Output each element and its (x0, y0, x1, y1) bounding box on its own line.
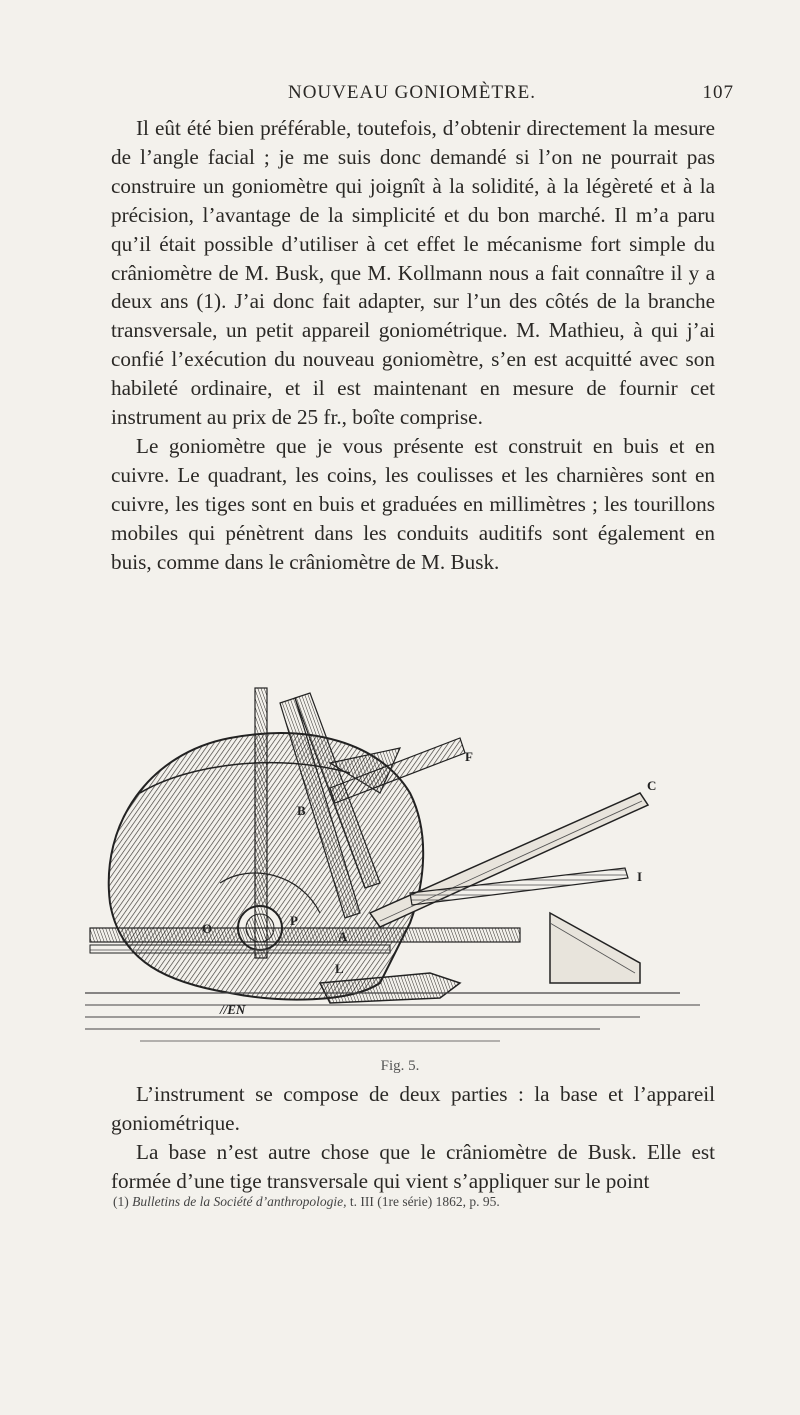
paragraph-2: Le goniomètre que je vous présente est construit en buis et en cuivre. Le quadrant, les coins, les coulisses et les charnières sont en cuivre, les tiges sont en buis et graduées en millimètres ; les tourillons mobiles qui pénètrent dans les conduits auditifs sont également en buis, comme dans le crâniomètre de M. Busk. (111, 433, 715, 574)
paragraph-3: L’instrument se compose de deux parties : la base et l’appareil goniométrique. (111, 1082, 715, 1135)
figure-caption: Fig. 5. (380, 1058, 420, 1074)
paragraph-4: La base n’est autre chose que le crâniomètre de Busk. Elle est formée d’une tige transversale qui vient s’appliquer sur le point (111, 1139, 715, 1193)
label-c: C (647, 778, 657, 793)
label-b: B (297, 803, 306, 818)
label-i: I (637, 869, 643, 884)
goniometer-engraving (80, 683, 720, 1058)
footnote-marker: (1) (113, 1194, 129, 1209)
footnote-details: t. III (1re série) 1862, p. 95. (349, 1194, 500, 1209)
footnote-source: Bulletins de la Société d’anthropologie, (132, 1194, 347, 1209)
footnote (113, 1194, 753, 1210)
label-p: P (290, 913, 298, 928)
figure-goniometer (80, 683, 720, 1058)
label-a: A (338, 929, 348, 944)
label-ruler-text: //EN (220, 1002, 246, 1017)
body-text (111, 114, 715, 577)
page-number: 107 (702, 82, 734, 103)
paragraph-1: Il eût été bien préférable, toutefois, d’obtenir directement la mesure de l’angle facial ; je me suis donc demandé si l’on ne pourrait pas construire un goniomètre qui joignît à la solidité, à la légèreté et à la précision, l’avantage de la simplicité et du bon marché. Il m’a paru qu’il était possible d’utiliser à cet effet le mécanisme fort simple du crâniomètre de M. Busk, que M. Kollmann nous a fait connaître il y a deux ans (1). J’ai donc fait adapter, sur l’un des côtés de la branche transversale, un petit appareil goniométrique. M. Mathieu, à qui j’ai confié l’exécution du nouveau goniomètre, s’en est acquitté avec son habileté ordinaire, et il est maintenant en mesure de fournir cet instrument au prix de 25 fr., boîte comprise. (111, 116, 715, 430)
label-l: L (335, 961, 344, 976)
label-o: O (202, 921, 213, 936)
running-title: NOUVEAU GONIOMÈTRE. (287, 82, 537, 103)
label-f: F (465, 749, 473, 764)
body-text-continued (111, 1080, 715, 1196)
